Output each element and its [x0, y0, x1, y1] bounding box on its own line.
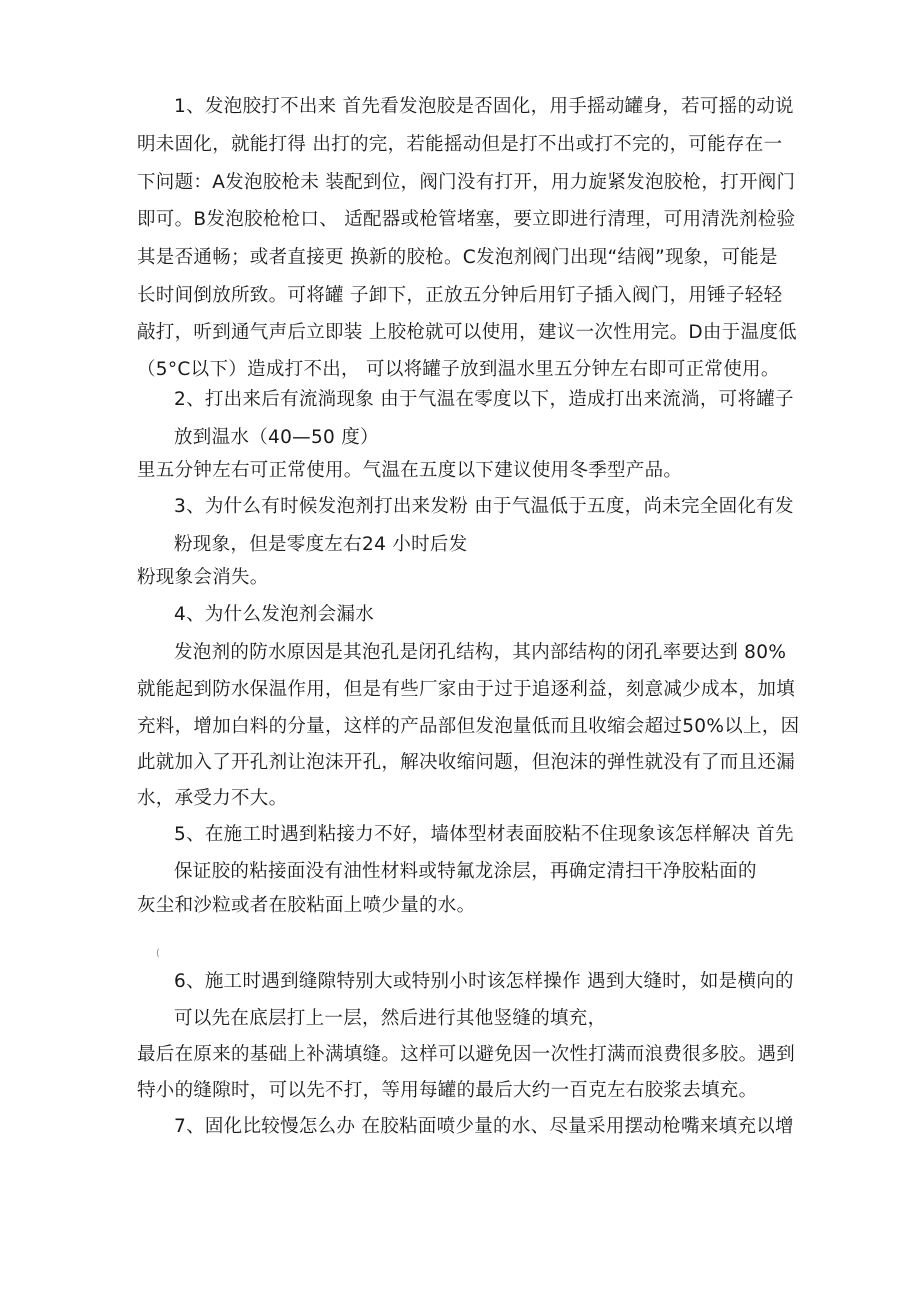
text-line: 最后在原来的基础上补满填缝。这样可以避免因一次性打满而浪费很多胶。遇到	[137, 1044, 796, 1065]
text-line: 4、为什么发泡剂会漏水	[174, 604, 375, 625]
text-line: 特小的缝隙时，可以先不打，等用每罐的最后大约一百克左右胶浆去填充。	[137, 1080, 758, 1101]
text-line: 灰尘和沙粒或者在胶粘面上喷少量的水。	[137, 895, 476, 916]
text-line: 就能起到防水保温作用，但是有些厂家由于过于追逐利益，刻意减少成本，加填	[137, 679, 796, 700]
text-line: 2、打出来后有流淌现象 由于气温在零度以下，造成打出来流淌，可将罐子	[174, 389, 794, 410]
text-line: 5、在施工时遇到粘接力不好，墙体型材表面胶粘不住现象该怎样解决 首先	[174, 824, 794, 845]
text-line: 1、发泡胶打不出来 首先看发泡胶是否固化，用手摇动罐身，若可摇的动说	[174, 96, 794, 117]
text-line: 粉现象，但是零度左右24 小时后发	[174, 534, 468, 555]
text-line: 6、施工时遇到缝隙特别大或特别小时该怎样操作 遇到大缝时，如是横向的	[174, 971, 794, 992]
text-line: 可以先在底层打上一层，然后进行其他竖缝的填充，	[174, 1008, 607, 1029]
text-line: 敲打，听到通气声后立即装 上胶枪就可以使用，建议一次性用完。D由于温度低	[137, 322, 797, 343]
text-line: 粉现象会消失。	[137, 567, 269, 588]
text-line: 3、为什么有时候发泡剂打出来发粉 由于气温低于五度，尚未完全固化有发	[174, 496, 794, 517]
text-line: 其是否通畅；或者直接更 换新的胶枪。C发泡剂阀门出现“结阀”现象，可能是	[137, 247, 778, 268]
stray-mark: (	[156, 948, 160, 959]
text-line: 即可。B发泡胶枪枪口、 适配器或枪管堵塞，要立即进行清理，可用清洗剂检验	[137, 209, 796, 230]
text-line: 充料，增加白料的分量，这样的产品部但发泡量低而且收缩会超过50%以上，因	[137, 716, 800, 737]
text-line: 放到温水（40—50 度）	[174, 427, 379, 448]
text-line: 保证胶的粘接面没有油性材料或特氟龙涂层，再确定清扫干净胶粘面的	[174, 861, 757, 882]
text-line: 7、固化比较慢怎么办 在胶粘面喷少量的水、尽量采用摆动枪嘴来填充以增	[174, 1116, 794, 1137]
text-line: 水，承受力不大。	[137, 788, 288, 809]
text-line: （5°C以下）造成打不出， 可以将罐子放到温水里五分钟左右即可正常使用。	[137, 359, 780, 380]
text-line: 下问题：A发泡胶枪未 装配到位，阀门没有打开，用力旋紧发泡胶枪，打开阀门	[137, 172, 796, 193]
text-line: 此就加入了开孔剂让泡沫开孔，解决收缩问题，但泡沫的弹性就没有了而且还漏	[137, 752, 796, 773]
text-line: 长时间倒放所致。可将罐 子卸下，正放五分钟后用钉子插入阀门，用锤子轻轻	[137, 285, 783, 306]
text-line: 发泡剂的防水原因是其泡孔是闭孔结构，其内部结构的闭孔率要达到 80%	[174, 642, 787, 663]
text-line: 明未固化，就能打得 出打的完，若能摇动但是打不出或打不完的，可能存在一	[137, 134, 783, 155]
text-line: 里五分钟左右可正常使用。气温在五度以下建议使用冬季型产品。	[137, 460, 683, 481]
